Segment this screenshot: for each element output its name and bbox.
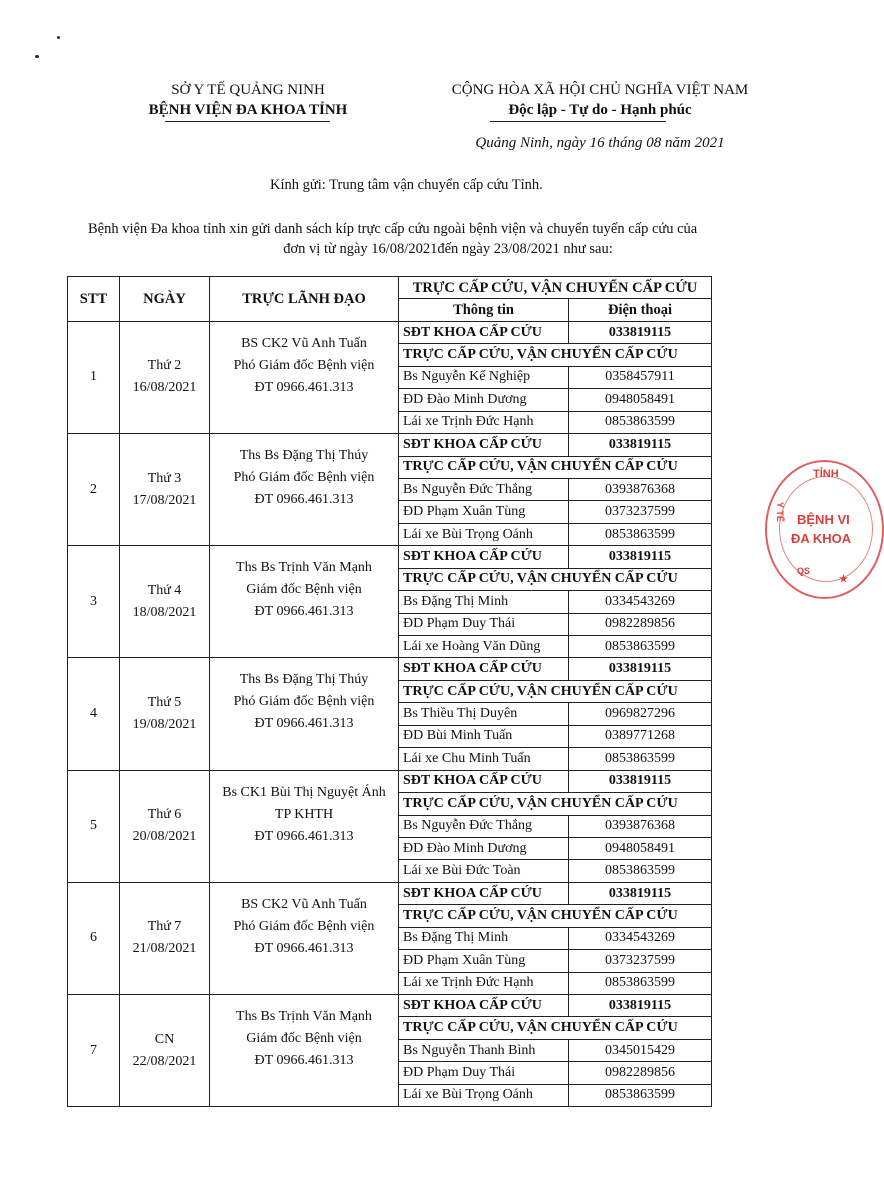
scan-speck: [57, 36, 60, 39]
cell-member-name: ĐD Bùi Minh Tuấn: [399, 725, 569, 747]
cell-member-name: ĐD Phạm Duy Thái: [399, 1062, 569, 1084]
cell-member-phone: 0969827296: [569, 703, 712, 725]
cell-member-phone: 0345015429: [569, 1039, 712, 1061]
seal-star-icon: ★: [839, 574, 848, 585]
nation-title: CỘNG HÒA XÃ HỘI CHỦ NGHĨA VIỆT NAM: [451, 82, 749, 98]
cell-stt: 1: [68, 321, 120, 433]
cell-member-phone: 0853863599: [569, 748, 712, 770]
leader-name: Ths Bs Đặng Thị Thúy: [239, 448, 369, 464]
col-header-info: Thông tin: [399, 299, 569, 321]
cell-hotline-label: SĐT KHOA CẤP CỨU: [399, 770, 569, 792]
cell-member-name: ĐD Đào Minh Dương: [399, 837, 569, 859]
leader-phone: ĐT 0966.461.313: [254, 604, 354, 620]
cell-member-phone: 0853863599: [569, 411, 712, 433]
table-row: [68, 321, 712, 343]
cell-member-name: Bs Đặng Thị Minh: [399, 927, 569, 949]
recipient-line: Kính gửi: Trung tâm vận chuyển cấp cứu Tỉnh.: [270, 177, 543, 193]
cell-leader: [210, 546, 399, 658]
leader-phone: ĐT 0966.461.313: [254, 940, 354, 956]
leader-phone: ĐT 0966.461.313: [254, 1053, 354, 1068]
leader-name: BS CK2 Vũ Anh Tuấn: [241, 335, 367, 351]
cell-member-phone: 0948058491: [569, 837, 712, 859]
leader-title: Giám đốc Bệnh viện: [246, 1031, 362, 1046]
cell-member-name: ĐD Phạm Xuân Tùng: [399, 501, 569, 523]
cell-team-title: TRỰC CẤP CỨU, VẬN CHUYỂN CẤP CỨU: [399, 680, 712, 702]
cell-member-name: Lái xe Bùi Trọng Oánh: [399, 523, 569, 545]
cell-date-value: 19/08/2021: [132, 717, 197, 733]
cell-team-title: TRỰC CẤP CỨU, VẬN CHUYỂN CẤP CỨU: [399, 793, 712, 815]
cell-team-title: TRỰC CẤP CỨU, VẬN CHUYỂN CẤP CỨU: [399, 456, 712, 478]
cell-date: [120, 321, 210, 433]
header-left-underline: [165, 121, 330, 122]
cell-hotline-label: SĐT KHOA CẤP CỨU: [399, 995, 569, 1017]
leader-title: Phó Giám đốc Bệnh viện: [233, 357, 375, 373]
intro-line-1: Bệnh viện Đa khoa tỉnh xin gửi danh sách kíp trực cấp cứu ngoài bệnh viện và chuyển tuyến cấp cứu của: [88, 221, 698, 237]
duty-roster-table: [67, 276, 712, 1107]
leader-title: Phó Giám đốc Bệnh viện: [233, 694, 375, 710]
intro-line-2: đơn vị từ ngày 16/08/2021đến ngày 23/08/2021 như sau:: [283, 241, 613, 257]
cell-member-name: Bs Nguyễn Đức Thắng: [399, 815, 569, 837]
seal-bottom-text: QS: [797, 566, 811, 576]
cell-hotline-phone: 033819115: [569, 995, 712, 1017]
cell-leader: [210, 434, 399, 546]
cell-member-phone: 0853863599: [569, 860, 712, 882]
leader-phone: ĐT 0966.461.313: [254, 379, 354, 395]
cell-member-name: Lái xe Bùi Đức Toàn: [399, 860, 569, 882]
cell-date-value: 17/08/2021: [132, 492, 197, 508]
cell-stt: 7: [68, 995, 120, 1107]
cell-hotline-phone: 033819115: [569, 434, 712, 456]
table-header-row: [68, 277, 712, 299]
cell-leader: [210, 882, 399, 994]
cell-member-name: ĐD Phạm Xuân Tùng: [399, 950, 569, 972]
cell-member-phone: 0334543269: [569, 927, 712, 949]
leader-name: Bs CK1 Bùi Thị Nguyệt Ánh: [222, 784, 386, 800]
cell-member-name: Bs Nguyễn Đức Thắng: [399, 478, 569, 500]
cell-stt: 6: [68, 882, 120, 994]
cell-day: Thứ 6: [147, 807, 182, 823]
cell-date-value: 22/08/2021: [132, 1053, 197, 1069]
cell-stt: 5: [68, 770, 120, 882]
scan-speck: [35, 55, 39, 58]
cell-date-value: 21/08/2021: [132, 941, 197, 957]
cell-member-name: Bs Thiều Thị Duyên: [399, 703, 569, 725]
seal-line-1: BỆNH VI: [797, 512, 850, 527]
leader-phone: ĐT 0966.461.313: [254, 828, 354, 844]
leader-title: Phó Giám đốc Bệnh viện: [233, 470, 375, 486]
leader-name: Ths Bs Đặng Thị Thúy: [239, 672, 369, 688]
cell-member-phone: 0853863599: [569, 523, 712, 545]
cell-stt: 4: [68, 658, 120, 770]
cell-hotline-label: SĐT KHOA CẤP CỨU: [399, 434, 569, 456]
col-header-phone: Điện thoại: [569, 299, 712, 321]
cell-member-phone: 0373237599: [569, 950, 712, 972]
cell-hotline-phone: 033819115: [569, 882, 712, 904]
cell-hotline-phone: 033819115: [569, 546, 712, 568]
cell-hotline-label: SĐT KHOA CẤP CỨU: [399, 882, 569, 904]
cell-member-name: Lái xe Hoàng Văn Dũng: [399, 636, 569, 658]
header-right: [410, 80, 790, 120]
cell-date: [120, 434, 210, 546]
col-header-group: TRỰC CẤP CỨU, VẬN CHUYỂN CẤP CỨU: [399, 277, 712, 299]
cell-date-value: 18/08/2021: [132, 604, 197, 620]
cell-day: Thứ 4: [147, 582, 182, 598]
cell-leader: [210, 658, 399, 770]
motto: Độc lập - Tự do - Hạnh phúc: [508, 102, 692, 118]
seal-line-2: ĐA KHOA: [791, 531, 852, 546]
cell-member-name: Lái xe Trịnh Đức Hạnh: [399, 972, 569, 994]
leader-title: Giám đốc Bệnh viện: [246, 582, 362, 598]
cell-date-value: 20/08/2021: [132, 829, 197, 845]
table-row: [68, 546, 712, 568]
table-row: [68, 882, 712, 904]
cell-hotline-label: SĐT KHOA CẤP CỨU: [399, 321, 569, 343]
cell-date: [120, 770, 210, 882]
cell-leader: [210, 995, 399, 1107]
cell-date: [120, 658, 210, 770]
cell-day: Thứ 5: [147, 695, 182, 711]
cell-member-phone: 0853863599: [569, 1084, 712, 1106]
cell-team-title: TRỰC CẤP CỨU, VẬN CHUYỂN CẤP CỨU: [399, 1017, 712, 1039]
cell-member-phone: 0982289856: [569, 1062, 712, 1084]
official-seal: [765, 460, 884, 599]
cell-member-phone: 0853863599: [569, 636, 712, 658]
leader-name: Ths Bs Trịnh Văn Mạnh: [236, 560, 372, 576]
cell-date: [120, 882, 210, 994]
leader-name: BS CK2 Vũ Anh Tuấn: [241, 896, 367, 912]
cell-member-phone: 0358457911: [569, 366, 712, 388]
col-header-leader: TRỰC LÃNH ĐẠO: [210, 277, 399, 322]
cell-leader: [210, 321, 399, 433]
hospital-name: BỆNH VIỆN ĐA KHOA TỈNH: [148, 102, 348, 118]
ministry-name: SỞ Y TẾ QUẢNG NINH: [171, 82, 325, 98]
cell-leader: [210, 770, 399, 882]
cell-member-name: Lái xe Chu Minh Tuấn: [399, 748, 569, 770]
cell-team-title: TRỰC CẤP CỨU, VẬN CHUYỂN CẤP CỨU: [399, 568, 712, 590]
cell-day: CN: [154, 1031, 175, 1047]
col-header-date: NGÀY: [120, 277, 210, 322]
cell-date-value: 16/08/2021: [132, 380, 197, 396]
cell-member-phone: 0393876368: [569, 478, 712, 500]
cell-stt: 3: [68, 546, 120, 658]
cell-member-phone: 0393876368: [569, 815, 712, 837]
cell-hotline-phone: 033819115: [569, 321, 712, 343]
cell-member-name: Bs Nguyễn Thanh Bình: [399, 1039, 569, 1061]
seal-top-text: TỈNH: [813, 468, 839, 480]
cell-member-name: Bs Nguyễn Kế Nghiệp: [399, 366, 569, 388]
cell-hotline-label: SĐT KHOA CẤP CỨU: [399, 658, 569, 680]
leader-phone: ĐT 0966.461.313: [254, 716, 354, 732]
cell-stt: 2: [68, 434, 120, 546]
cell-day: Thứ 2: [147, 358, 182, 374]
cell-team-title: TRỰC CẤP CỨU, VẬN CHUYỂN CẤP CỨU: [399, 344, 712, 366]
cell-member-phone: 0373237599: [569, 501, 712, 523]
leader-name: Ths Bs Trịnh Văn Mạnh: [236, 1009, 372, 1024]
table-row: [68, 995, 712, 1017]
header-right-underline: [490, 121, 666, 122]
col-header-stt: STT: [68, 277, 120, 322]
seal-left-text: Y TẾ: [775, 502, 785, 522]
leader-title: Phó Giám đốc Bệnh viện: [233, 918, 375, 934]
cell-member-name: Lái xe Trịnh Đức Hạnh: [399, 411, 569, 433]
cell-hotline-phone: 033819115: [569, 658, 712, 680]
cell-member-name: Bs Đặng Thị Minh: [399, 591, 569, 613]
cell-member-phone: 0948058491: [569, 389, 712, 411]
cell-member-name: ĐD Phạm Duy Thái: [399, 613, 569, 635]
table-row: [68, 434, 712, 456]
cell-date: [120, 995, 210, 1107]
cell-date: [120, 546, 210, 658]
cell-member-phone: 0853863599: [569, 972, 712, 994]
cell-member-phone: 0389771268: [569, 725, 712, 747]
date-line: Quảng Ninh, ngày 16 tháng 08 năm 2021: [475, 135, 725, 151]
table-row: [68, 658, 712, 680]
cell-day: Thứ 3: [147, 470, 182, 486]
cell-hotline-label: SĐT KHOA CẤP CỨU: [399, 546, 569, 568]
table-row: [68, 770, 712, 792]
cell-member-name: Lái xe Bùi Trọng Oánh: [399, 1084, 569, 1106]
cell-member-phone: 0982289856: [569, 613, 712, 635]
header-left: [98, 80, 398, 120]
cell-member-phone: 0334543269: [569, 591, 712, 613]
seal-inner-ring: [779, 476, 873, 582]
leader-phone: ĐT 0966.461.313: [254, 492, 354, 508]
leader-title: TP KHTH: [274, 806, 334, 822]
cell-hotline-phone: 033819115: [569, 770, 712, 792]
cell-day: Thứ 7: [147, 919, 182, 935]
cell-member-name: ĐD Đào Minh Dương: [399, 389, 569, 411]
cell-team-title: TRỰC CẤP CỨU, VẬN CHUYỂN CẤP CỨU: [399, 905, 712, 927]
